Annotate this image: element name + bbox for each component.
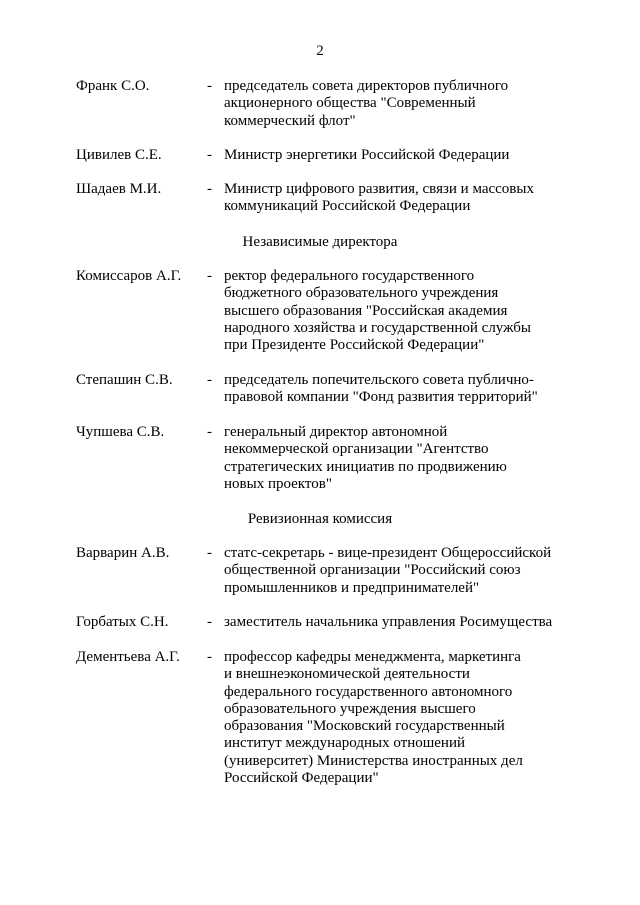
member-description [224,372,564,407]
member-name: Дементьева А.Г. [76,649,180,665]
dash-separator: - [207,649,212,665]
description-line: Министр энергетики Российской Федерации [224,147,510,163]
description-line: образования "Московский государственный [224,718,505,735]
member-name: Степашин С.В. [76,372,173,388]
description-line: и внешнеэкономической деятельности [224,666,470,683]
description-line: промышленников и предпринимателей" [224,579,480,596]
dash-separator: - [207,78,212,94]
description-line: народного хозяйства и государственной службы [224,319,531,336]
member-description [224,545,564,597]
member-description [224,147,564,164]
description-line: генеральный директор автономной [224,424,448,440]
description-line: правовой компании "Фонд развития территорий" [224,389,538,406]
description-line: статс-секретарь - вице-президент Общероссийской [224,545,552,561]
description-line: образовательного учреждения высшего [224,700,476,717]
member-description [224,649,564,787]
description-line: институт международных отношений [224,735,466,752]
description-line: акционерного общества "Современный [224,95,476,112]
dash-separator: - [207,545,212,561]
member-description [224,78,564,130]
dash-separator: - [207,268,212,284]
description-line: ректор федерального государственного [224,268,475,284]
member-name: Франк С.О. [76,78,150,94]
description-line: федерального государственного автономного [224,683,513,700]
dash-separator: - [207,424,212,440]
member-name: Комиссаров А.Г. [76,268,182,284]
member-name: Чупшева С.В. [76,424,165,440]
dash-separator: - [207,181,212,197]
dash-separator: - [207,147,212,163]
member-description [224,181,564,216]
description-line: новых проектов" [224,475,332,492]
member-name: Горбатых С.Н. [76,614,169,630]
dash-separator: - [207,372,212,388]
description-line: стратегических инициатив по продвижению [224,458,507,475]
description-line: некоммерческой организации "Агентство [224,441,489,458]
description-line: коммуникаций Российской Федерации [224,198,471,215]
description-line: при Президенте Российской Федерации" [224,337,485,354]
section-heading-independent-directors: Независимые директора [242,234,398,250]
description-line: высшего образования "Российская академия [224,302,508,319]
member-description [224,268,564,354]
dash-separator: - [207,614,212,630]
description-line: заместитель начальника управления Росимущества [224,614,553,630]
description-line: коммерческий флот" [224,112,356,129]
description-line: Министр цифрового развития, связи и массовых [224,181,534,197]
member-name: Цивилев С.Е. [76,147,162,163]
page-number: 2 [316,43,324,59]
description-line: профессор кафедры менеджмента, маркетинга [224,649,521,665]
description-line: (университет) Министерства иностранных дел [224,752,523,769]
description-line: председатель попечительского совета публично- [224,372,534,388]
member-name: Варварин А.В. [76,545,170,561]
member-name: Шадаев М.И. [76,181,162,197]
description-line: председатель совета директоров публичного [224,78,509,94]
description-line: бюджетного образовательного учреждения [224,285,499,302]
description-line: общественной организации "Российский союз [224,562,521,579]
member-description [224,614,564,631]
description-line: Российской Федерации" [224,770,379,787]
member-description [224,424,564,493]
section-heading-audit-commission: Ревизионная комиссия [247,511,393,527]
